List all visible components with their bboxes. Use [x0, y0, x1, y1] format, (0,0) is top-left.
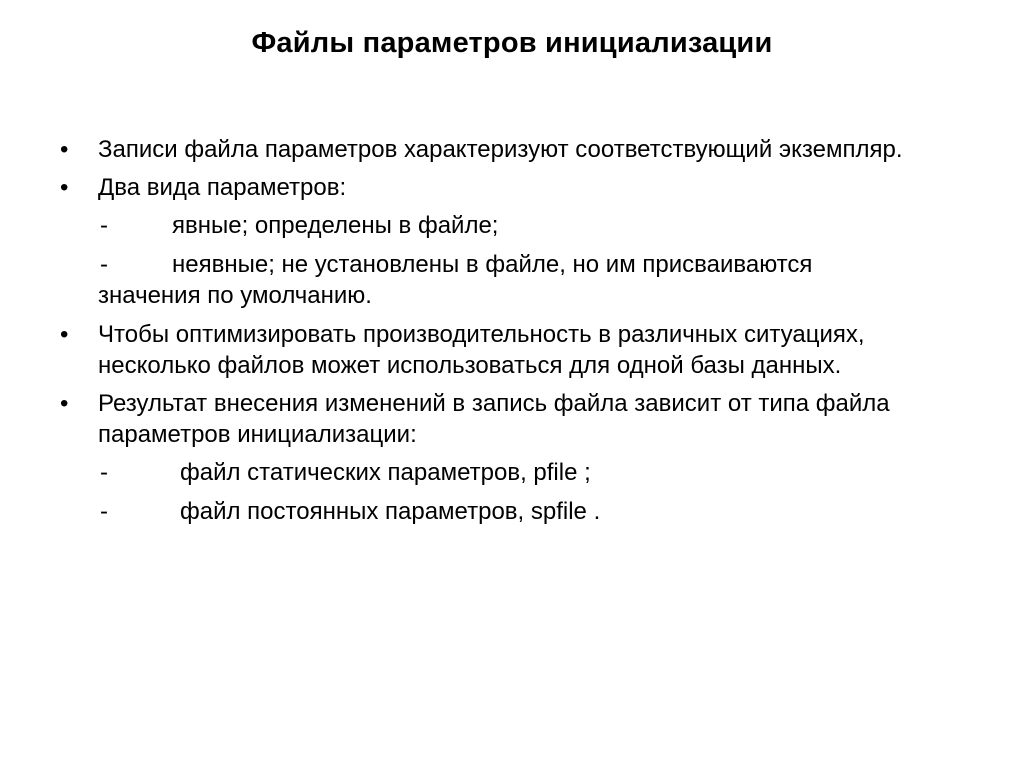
bullet-mark: •: [60, 321, 69, 348]
bullet-mark: •: [60, 390, 69, 417]
list-item-text: Два вида параметров:: [98, 174, 347, 201]
dash-mark: -: [100, 498, 108, 525]
sub-list-item: [60, 210, 960, 241]
sub-item-text: неявные; не установлены в файле, но им присваиваются: [172, 251, 813, 278]
list-item-text: Результат внесения изменений в запись файла зависит от типа файла параметров инициализации:: [98, 390, 890, 448]
page-title: Файлы параметров инициализации: [251, 27, 773, 59]
sub-list-item: [60, 496, 960, 527]
dash-mark: -: [100, 459, 108, 486]
list-item: [60, 172, 960, 203]
sub-item-text: файл постоянных параметров, spfile .: [180, 498, 601, 525]
sub-item-text: файл статических параметров, pfile ;: [180, 459, 591, 486]
sub-item-text: явные; определены в файле;: [172, 212, 499, 239]
dash-mark: -: [100, 251, 108, 278]
sub-item-continuation: значения по умолчанию.: [98, 282, 372, 309]
bullet-mark: •: [60, 136, 69, 163]
sub-list-item: [60, 457, 960, 488]
list-item: [60, 388, 960, 450]
sub-list-item: [60, 249, 960, 311]
list-item: [60, 134, 960, 165]
list-item: [60, 319, 960, 381]
dash-mark: -: [100, 212, 108, 239]
list-item-text: Записи файла параметров характеризуют соответствующий экземпляр.: [98, 136, 903, 163]
list-item-text: Чтобы оптимизировать производительность в различных ситуациях, несколько файлов может использоваться для одной базы данных.: [98, 321, 865, 379]
bullet-mark: •: [60, 174, 69, 201]
bullet-list: [60, 134, 960, 535]
